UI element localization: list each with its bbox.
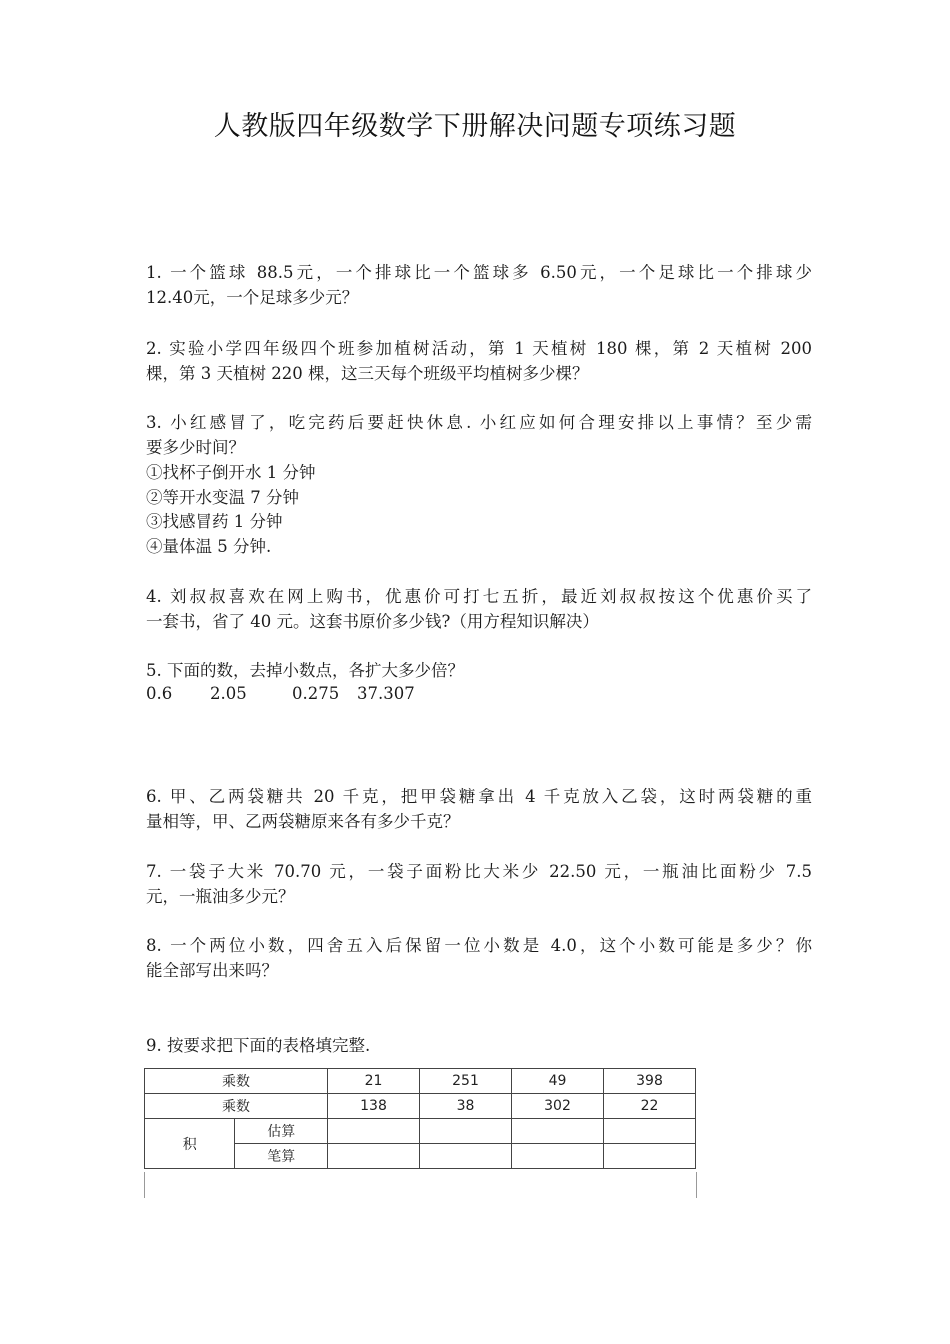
answer-cell[interactable] [512,1119,604,1144]
question-2-line-1: 2. 实验小学四年级四个班参加植树活动，第 1 天植树 180 棵，第 2 天植树 200 [146,339,812,358]
row-label-factor-1: 乘数 [145,1069,328,1094]
question-6-line-2: 量相等，甲、乙两袋糖原来各有多少千克？ [146,812,460,831]
table-cell: 398 [604,1069,696,1094]
answer-cell[interactable] [512,1144,604,1169]
question-4-line-1: 4. 刘叔叔喜欢在网上购书，优惠价可打七五折，最近刘叔叔按这个优惠价买了 [146,587,812,606]
question-3-step-2: ②等开水变温 7 分钟 [146,488,299,507]
table-row [145,1119,696,1144]
answer-cell[interactable] [328,1119,420,1144]
number-item: 37.307 [357,684,415,703]
table-cell: 21 [328,1069,420,1094]
answer-cell[interactable] [420,1144,512,1169]
question-6-line-1: 6. 甲、乙两袋糖共 20 千克，把甲袋糖拿出 4 千克放入乙袋，这时两袋糖的重 [146,787,812,806]
answer-cell[interactable] [328,1144,420,1169]
question-3-line-2: 要多少时间？ [146,438,245,457]
table-bottom-edge [144,1172,697,1198]
table-cell: 38 [420,1094,512,1119]
answer-cell[interactable] [604,1144,696,1169]
question-9-line-1: 9. 按要求把下面的表格填完整. [146,1036,371,1055]
page-title: 人教版四年级数学下册解决问题专项练习题 [213,111,737,142]
answer-cell[interactable] [420,1119,512,1144]
table-cell: 251 [420,1069,512,1094]
question-2-line-2: 棵，第 3 天植树 220 棵，这三天每个班级平均植树多少棵？ [146,364,589,383]
question-5-numbers [146,684,506,706]
question-5-line-1: 5. 下面的数，去掉小数点，各扩大多少倍？ [146,661,464,680]
number-item: 0.6 [146,684,173,703]
number-item: 0.275 [292,684,340,703]
row-label-product: 积 [145,1119,235,1169]
table-cell: 138 [328,1094,420,1119]
multiplication-table [144,1068,696,1169]
question-1-line-1: 1. 一个篮球 88.5元，一个排球比一个篮球多 6.50元，一个足球比一个排球少 [146,263,812,282]
question-3-step-1: ①找杯子倒开水 1 分钟 [146,463,316,482]
row-label-written: 笔算 [235,1144,328,1169]
table-cell: 22 [604,1094,696,1119]
row-label-factor-2: 乘数 [145,1094,328,1119]
question-3-step-4: ④量体温 5 分钟. [146,537,272,556]
row-label-estimate: 估算 [235,1119,328,1144]
question-7-line-1: 7. 一袋子大米 70.70 元，一袋子面粉比大米少 22.50 元，一瓶油比面粉少 7.5 [146,862,812,881]
table-row [145,1094,696,1119]
number-item: 2.05 [210,684,247,703]
question-3-line-1: 3. 小红感冒了，吃完药后要赶快休息. 小红应如何合理安排以上事情？至少需 [146,413,812,432]
question-8-line-2: 能全部写出来吗？ [146,961,278,980]
table-cell: 302 [512,1094,604,1119]
question-1-line-2: 12.40元，一个足球多少元？ [146,288,359,307]
question-4-line-2: 一套书，省了 40 元。这套书原价多少钱?（用方程知识解决） [146,612,599,631]
answer-cell[interactable] [604,1119,696,1144]
table-row [145,1069,696,1094]
table-cell: 49 [512,1069,604,1094]
question-7-line-2: 元，一瓶油多少元？ [146,887,295,906]
question-3-step-3: ③找感冒药 1 分钟 [146,512,283,531]
question-8-line-1: 8. 一个两位小数，四舍五入后保留一位小数是 4.0，这个小数可能是多少？你 [146,936,812,955]
